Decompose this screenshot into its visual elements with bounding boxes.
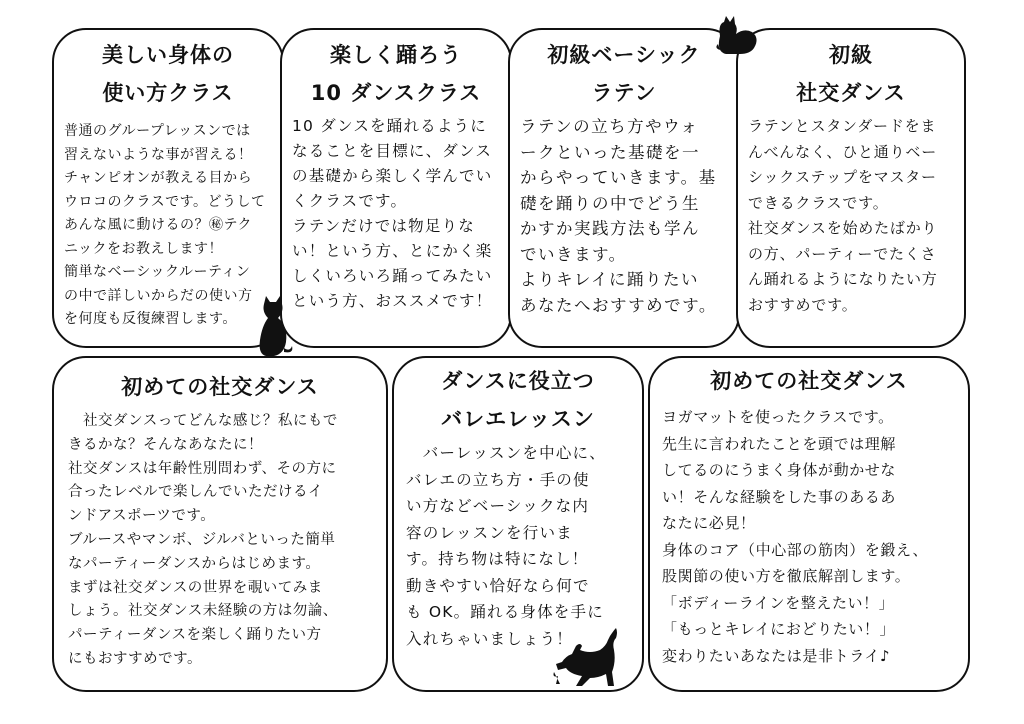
card-description: 普通のグループレッスンでは 習えないような事が習える！ チャンピオンが教える目から ウロコのクラスです。どうして あんな風に動けるの？㊙テク ニックをお教えします！ 簡単なベーシックルーティン の中で詳しいからだの使い方 を何度も反復練習します。 [64, 123, 266, 327]
title-line: 初級 [829, 43, 873, 67]
title-line: 社交ダンス [796, 81, 906, 105]
title-line: 楽しく踊ろう [330, 43, 462, 67]
card-description: ラテンとスタンダードをま んべんなく、ひと通りベー シックステップをマスター できるクラスです。 社交ダンスを始めたばかり の方、パーティーでたくさ ん踊れるようになりたい方 おすすめです。 [748, 117, 938, 314]
class-card-yoga-mat [648, 356, 970, 692]
class-card-first-ballroom [52, 356, 388, 692]
card-title [738, 36, 964, 112]
card-title: 初めての社交ダンス [710, 369, 908, 393]
card-description: バーレッスンを中心に、 バレエの立ち方・手の使 い方などベーシックな内 容のレッスンを行いま す。持ち物は特になし！ 動きやすい恰好なら何で も OK。踊れる身体を手に 入れちゃいましょう！ [406, 444, 606, 648]
class-card-beginner-ballroom [736, 28, 966, 348]
title-line: バレエレッスン [441, 407, 595, 431]
card-description: ラテンの立ち方やウォ ークといった基礎を一 からやっていきます。基 礎を踊りの中でどう生 かすか実践方法も学ん でいきます。 よりキレイに踊りたい あなたへおすすめです。 [520, 117, 717, 315]
title-line: ラテン [591, 81, 657, 105]
card-title [394, 362, 642, 438]
card-title [510, 36, 738, 112]
cat-sitting-icon [714, 14, 760, 56]
card-title [282, 36, 510, 112]
card-description: 社交ダンスってどんな感じ？私にもで きるかな？そんなあなたに！ 社交ダンスは年齢性別問わず、その方に 合ったレベルで楽しんでいただけるイ ンドアスポーツです。 ブルースやマンボ、ジルバといった簡単 なパーティーダンスからはじめます。 まずは社交ダンスの世界を覗いてみま しょう。社交ダンス未経験の方は勿論、 パーティーダンスを楽しく踊りたい方 にもおすすめです。 [68, 413, 338, 667]
card-title: 初めての社交ダンス [121, 375, 319, 399]
card-title [54, 36, 282, 112]
title-line: 10 ダンスクラス [310, 81, 482, 105]
class-card-body-usage [52, 28, 284, 348]
card-description: 10 ダンスを踊れるように なることを目標に、ダンス の基礎から楽しく学んでい くクラスです。 ラテンだけでは物足りな い！という方、とにかく楽 しくいろいろ踊ってみたい という方、おススメです！ [292, 117, 493, 310]
title-line: ダンスに役立つ [441, 369, 595, 393]
title-line: 使い方クラス [102, 81, 234, 105]
class-card-basic-latin [508, 28, 740, 348]
cat-sitting-icon [254, 296, 294, 358]
card-description: ヨガマットを使ったクラスです。 先生に言われたことを頭では理解 してるのにうまく身体が動かせな い！そんな経験をした事のあるあ なたに必見！ 身体のコア（中心部の筋肉）を鍛え、 股関節の使い方を徹底解剖します。 「ボディーラインを整えたい！」 「もっとキレイにおどりたい！」 変わりたいあなたは是非トライ♪ [662, 408, 929, 665]
title-line: 美しい身体の [102, 43, 234, 67]
title-line: 初級ベーシック [547, 43, 701, 67]
class-card-10-dance [280, 28, 512, 348]
cat-stretching-icon [552, 628, 626, 690]
